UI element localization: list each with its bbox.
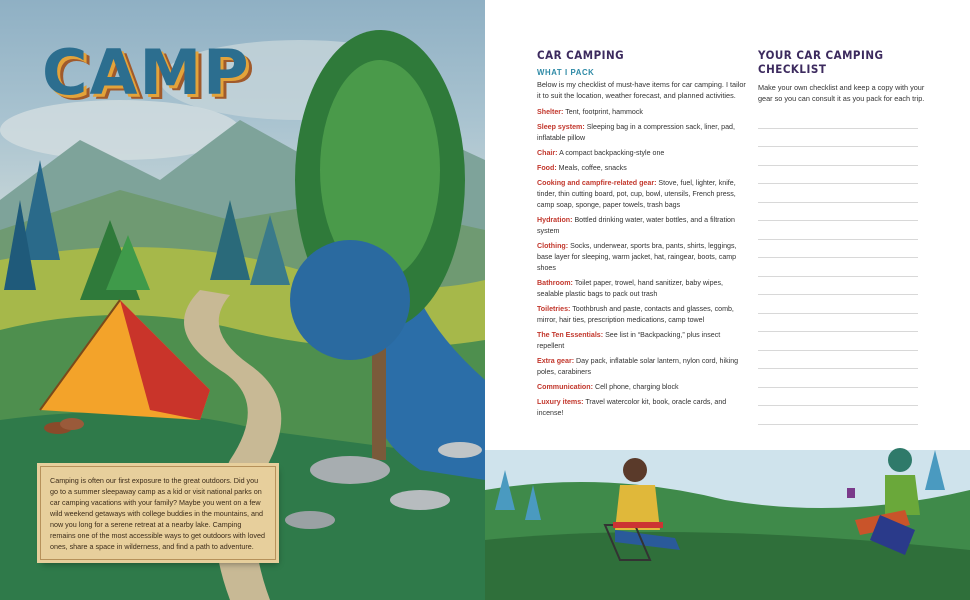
packing-item-text: Toothbrush and paste, contacts and glasses, comb, mirror, hair ties, prescription medications, camp towel	[537, 305, 734, 324]
packing-item-label: The Ten Essentials:	[537, 331, 604, 339]
packing-item	[537, 107, 747, 118]
checklist-line[interactable]	[758, 221, 918, 240]
packing-item	[537, 397, 747, 419]
packing-item-text: Stove, fuel, lighter, knife, tinder, thin cutting board, pot, cup, bowl, utensils, French press, camp soap, sponge, paper towels, trash bags	[537, 179, 736, 209]
packing-item-text: Bottled drinking water, water bottles, and a filtration system	[537, 216, 735, 235]
packing-item-label: Shelter:	[537, 108, 564, 116]
checklist-line[interactable]	[758, 203, 918, 222]
checklist-line[interactable]	[758, 388, 918, 407]
checklist-intro: Make your own checklist and keep a copy with your gear so you can consult it as you pack for each trip.	[758, 83, 925, 103]
checklist-line[interactable]	[758, 351, 918, 370]
packing-item-text: See list in “Backpacking,” plus insect repellent	[537, 331, 721, 350]
checklist-line[interactable]	[758, 258, 918, 277]
packing-item-label: Clothing:	[537, 242, 569, 250]
packing-item-text: Meals, coffee, snacks	[556, 164, 627, 172]
packing-item	[537, 241, 747, 274]
text-page	[485, 0, 970, 600]
packing-item-label: Bathroom:	[537, 279, 573, 287]
packing-item	[537, 163, 747, 174]
packing-list-column	[537, 48, 747, 423]
packing-item-label: Communication:	[537, 383, 593, 391]
checklist-line[interactable]	[758, 369, 918, 388]
checklist-line[interactable]	[758, 166, 918, 185]
packing-item	[537, 122, 747, 144]
checklist-line[interactable]	[758, 147, 918, 166]
packing-item-label: Cooking and campfire-related gear:	[537, 179, 657, 187]
checklist-column	[758, 48, 938, 425]
checklist-lines	[758, 110, 938, 425]
checklist-line[interactable]	[758, 295, 918, 314]
checklist-line[interactable]	[758, 406, 918, 425]
packing-item-label: Hydration:	[537, 216, 573, 224]
packing-item	[537, 330, 747, 352]
checklist-line[interactable]	[758, 184, 918, 203]
packing-item	[537, 278, 747, 300]
packing-item	[537, 215, 747, 237]
checklist-line[interactable]	[758, 240, 918, 259]
checklist-line[interactable]	[758, 277, 918, 296]
checklist-line[interactable]	[758, 129, 918, 148]
packing-item-label: Food:	[537, 164, 557, 172]
story-text: Camping is often our first exposure to the great outdoors. Did you go to a summer sleepaway camp as a kid or visit national parks on car camping vacations with your family? Maybe you went on a few wild weekend getaways with college buddies in the mountains, and now you long for a serene retreat at a nearby lake. Camping remains one of the most accessible ways to get outdoors with loved ones, share a space in wilderness, and find a path to adventure.	[50, 476, 265, 551]
packing-item	[537, 148, 747, 159]
checklist-line[interactable]	[758, 110, 918, 129]
packing-item-label: Extra gear:	[537, 357, 575, 365]
checklist-heading: YOUR CAR CAMPING CHECKLIST	[758, 48, 884, 76]
packing-item-label: Chair:	[537, 149, 558, 157]
section-subheading: WHAT I PACK	[537, 68, 595, 77]
packing-item	[537, 382, 747, 393]
page-title: CAMP	[42, 36, 251, 109]
packing-item-text: Socks, underwear, sports bra, pants, shirts, leggings, base layer for sleeping, warm jacket, hat, raingear, boots, camp shoes	[537, 242, 737, 272]
intro-text: Below is my checklist of must-have items for car camping. I tailor it to suit the location, weather forecast, and planned activities.	[537, 80, 746, 100]
packing-item	[537, 356, 747, 378]
packing-item	[537, 178, 747, 211]
packing-item-label: Luxury items:	[537, 398, 584, 406]
checklist-line[interactable]	[758, 314, 918, 333]
packing-item-text: Cell phone, charging block	[592, 383, 679, 391]
packing-list	[537, 107, 747, 419]
checklist-line[interactable]	[758, 332, 918, 351]
packing-item-text: A compact backpacking-style one	[557, 149, 665, 157]
packing-item-text: Travel watercolor kit, book, oracle cards, and incense!	[537, 398, 727, 417]
campers-illustration	[485, 430, 970, 600]
packing-item-text: Day pack, inflatable solar lantern, nylon cord, hiking poles, carabiners	[537, 357, 739, 376]
packing-item-label: Toiletries:	[537, 305, 571, 313]
packing-item-label: Sleep system:	[537, 123, 585, 131]
packing-item-text: Tent, footprint, hammock	[563, 108, 643, 116]
packing-item	[537, 304, 747, 326]
packing-item-text: Sleeping bag in a compression sack, liner, pad, inflatable pillow	[537, 123, 735, 142]
packing-item-text: Toilet paper, trowel, hand sanitizer, baby wipes, sealable plastic bags to pack out trash	[537, 279, 723, 298]
story-box	[40, 466, 276, 560]
section-heading: CAR CAMPING	[537, 48, 625, 62]
